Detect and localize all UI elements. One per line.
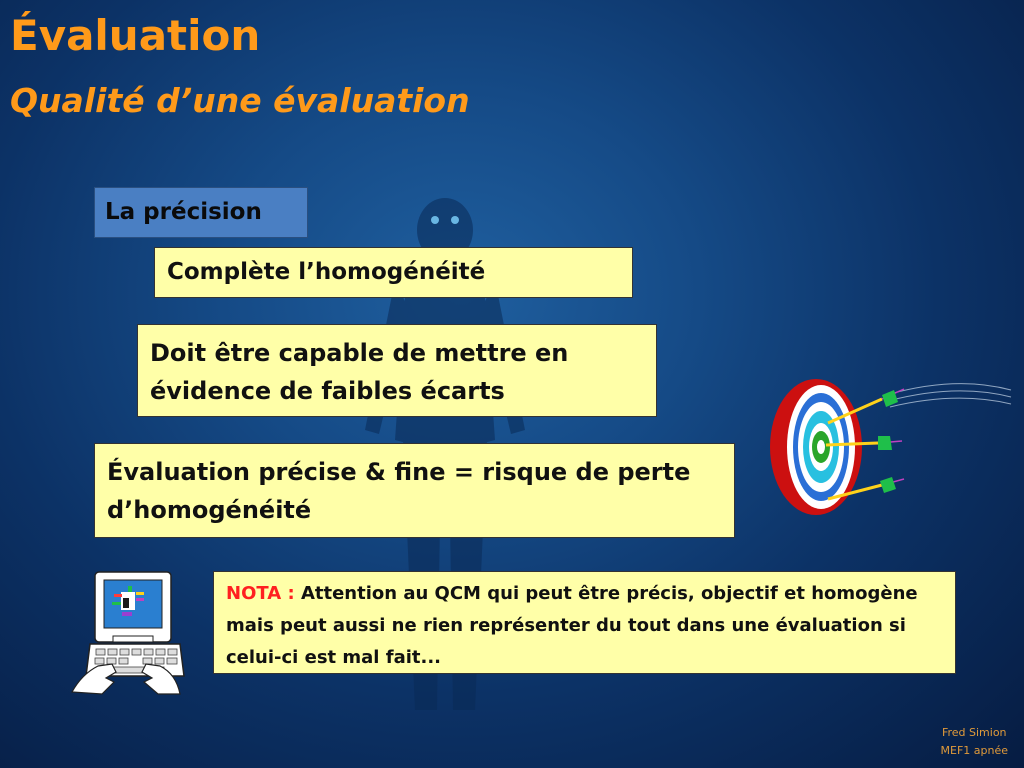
slide-title: Évaluation [10, 11, 261, 60]
credit-course: MEF1 apnée [940, 744, 1008, 757]
text-box-precise-evaluation: Évaluation précise & fine = risque de perte d’homogénéité [94, 443, 735, 538]
nota-text: Attention au QCM qui peut être précis, objectif et homogène mais peut aussi ne rien représenter du tout dans une évaluation si celui-ci est mal fait... [226, 583, 918, 668]
author-credit [941, 724, 1009, 760]
precision-label: La précision [94, 187, 308, 238]
dartboard-icon [766, 375, 1016, 520]
text-box-homogeneity: Complète l’homogénéité [154, 247, 633, 298]
nota-label: NOTA : [226, 583, 295, 604]
text-box-small-gaps: Doit être capable de mettre en évidence de faibles écarts [137, 324, 657, 417]
credit-author: Fred Simion [941, 726, 1007, 739]
computer-keyboard-icon [68, 570, 186, 695]
slide-subtitle: Qualité d’une évaluation [10, 81, 470, 120]
nota-box [213, 571, 956, 674]
